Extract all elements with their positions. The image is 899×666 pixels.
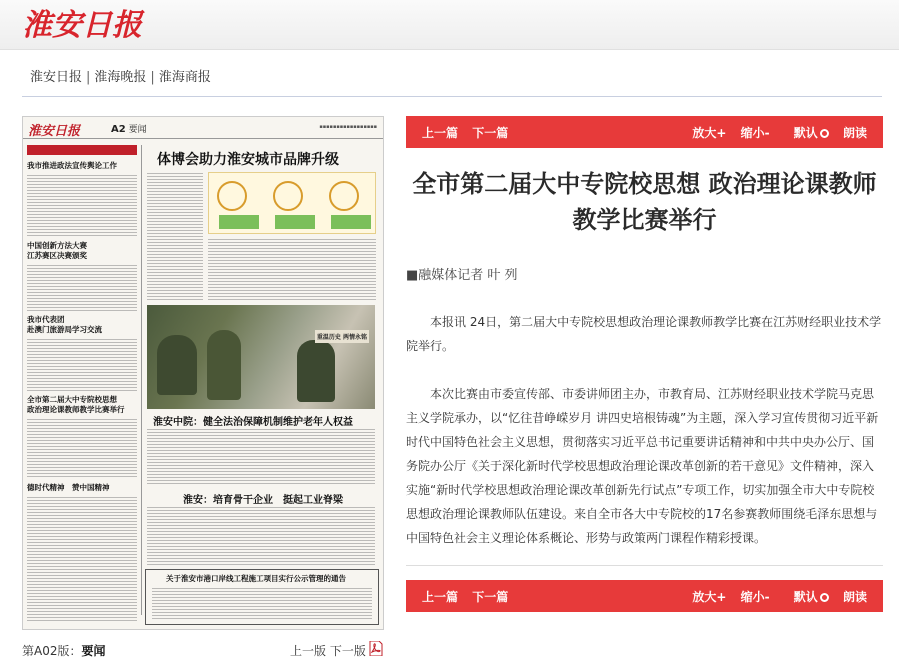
text-size-controls <box>682 588 867 605</box>
header-divider <box>22 96 882 97</box>
newspaper-page-image[interactable] <box>22 116 384 630</box>
nav-separator: | <box>86 70 91 85</box>
reset-circle-icon <box>820 129 829 138</box>
article-title: 全市第二届大中专院校思想 政治理论课教师教学比赛举行 <box>412 170 877 234</box>
paper-section-name: 要闻 <box>128 125 147 135</box>
paper-left-headline[interactable]: 我市推进政法宣传舆论工作 <box>27 161 117 170</box>
column-rule <box>141 145 142 615</box>
paper-left-headline[interactable]: 德时代精神 赞中国精神 <box>27 483 110 492</box>
paper-text-block <box>27 265 137 311</box>
paper-photo <box>147 305 375 409</box>
read-aloud-button[interactable]: 朗读 <box>842 590 867 604</box>
zoom-in-button[interactable]: 放大+ <box>692 126 727 140</box>
paper-text-block <box>147 173 203 301</box>
article-nav <box>422 588 518 605</box>
paper-left-headline[interactable]: 政治理论课教师教学比赛举行 <box>27 405 125 414</box>
infographic-bar <box>219 215 259 229</box>
article-paragraph: 本次比赛由市委宣传部、市委讲师团主办，市教育局、江苏财经职业技术学院马克思主义学院承办，以“忆往昔峥嵘岁月 讲四史培根铸魂”为主题，深入学习宣传贯彻习近平新时代中国特色社会主义思想，贯彻落实习近平总书记重要讲话精神和中共中央办公厅、国务院办公厅《关于深化新时代学校思想政治理论课改革创新的若干意见》文件精神，深入实施“新时代学校思想政治理论课改革创新先行试点”专项工作，切实加强全市大中专院校思想政治理论课教师队伍建设。来自全市各大中专院校的17名参赛教师围绕毛泽东思想与中国特色社会主义理论体系概论、形势与政策两门课程作精彩授课。 <box>406 387 879 545</box>
paper-text-block <box>27 497 137 621</box>
prev-article-button[interactable]: 上一篇 <box>422 126 459 140</box>
zoom-out-button[interactable]: 缩小- <box>740 590 770 604</box>
sister-papers-nav <box>30 66 211 85</box>
paper-text-block <box>208 239 376 301</box>
infographic-circle <box>273 181 303 211</box>
infographic-circle <box>217 181 247 211</box>
masthead-bar <box>0 0 899 50</box>
default-size-button[interactable] <box>784 590 829 604</box>
photo-figure <box>297 340 335 402</box>
pdf-icon[interactable] <box>369 641 383 656</box>
page-caption <box>22 642 106 659</box>
svg-text:淮安日报: 淮安日报 <box>22 8 142 43</box>
default-size-label: 默认 <box>793 126 818 140</box>
next-article-button[interactable]: 下一篇 <box>472 590 509 604</box>
paper-left-headline[interactable]: 江苏赛区决赛颁奖 <box>27 251 87 260</box>
read-aloud-button[interactable]: 朗读 <box>842 126 867 140</box>
paper-left-headline[interactable]: 中国创新方法大赛 <box>27 241 87 250</box>
prev-article-button[interactable]: 上一篇 <box>422 590 459 604</box>
paper-text-block <box>147 429 375 485</box>
next-article-button[interactable]: 下一篇 <box>472 126 509 140</box>
article-divider <box>406 565 883 566</box>
article-paragraph: 本报讯 24日，第二届大中专院校思想政治理论课教师教学比赛在江苏财经职业技术学院举行。 <box>406 315 882 353</box>
article-nav <box>422 124 518 141</box>
reset-circle-icon <box>820 593 829 602</box>
zoom-in-button[interactable]: 放大+ <box>692 590 727 604</box>
paper-date-line: ▪▪▪▪▪▪▪▪▪▪▪▪▪▪▪▪▪ <box>319 124 377 130</box>
default-size-button[interactable] <box>784 126 829 140</box>
paper-sub-headline[interactable]: 淮安：培育骨干企业 挺起工业脊梁 <box>183 495 343 506</box>
paper-text-block <box>147 507 375 565</box>
nav-link-huaian-daily[interactable]: 淮安日报 <box>30 70 83 85</box>
article-toolbar-bottom <box>406 580 883 612</box>
paper-header <box>23 117 383 139</box>
nav-link-huaihai-evening[interactable]: 淮海晚报 <box>94 70 147 85</box>
paper-page-no: A2 <box>111 124 126 135</box>
nav-separator: | <box>150 70 155 85</box>
paper-notice-box <box>145 569 379 625</box>
paper-left-headline[interactable]: 赴澳门旅游局学习交流 <box>27 325 102 334</box>
nav-link-huaihai-commerce[interactable]: 淮海商报 <box>158 70 211 85</box>
photo-figure <box>207 330 241 400</box>
paper-left-headline[interactable]: 全市第二届大中专院校思想 <box>27 395 117 404</box>
infographic-circle <box>329 181 359 211</box>
paper-red-banner <box>27 145 137 155</box>
article-author: ■融媒体记者 叶 列 <box>406 268 518 283</box>
page-caption-section: 要闻 <box>81 644 106 658</box>
paper-text-block <box>27 339 137 391</box>
site-logo[interactable] <box>20 4 160 44</box>
infographic-bar <box>331 215 371 229</box>
prev-page-link[interactable]: 上一版 <box>290 644 327 658</box>
paper-notice-headline[interactable]: 关于淮安市港口岸线工程施工项目实行公示管理的通告 <box>166 574 346 583</box>
infographic-bar <box>275 215 315 229</box>
default-size-label: 默认 <box>793 590 818 604</box>
zoom-out-button[interactable]: 缩小- <box>740 126 770 140</box>
paper-section <box>111 122 147 135</box>
photo-figure <box>157 335 197 395</box>
paper-infographic <box>208 172 376 234</box>
paper-text-block <box>152 588 372 620</box>
photo-caption: 重温历史 两情永铭 <box>315 330 369 343</box>
paper-text-block <box>27 175 137 237</box>
page-caption-prefix: 第A02版： <box>22 644 82 658</box>
article-toolbar-top <box>406 116 883 148</box>
paper-text-block <box>27 419 137 477</box>
next-page-link[interactable]: 下一版 <box>329 644 366 658</box>
paper-headline[interactable]: 体博会助力淮安城市品牌升级 <box>157 152 339 168</box>
paper-left-headline[interactable]: 我市代表团 <box>27 315 65 324</box>
text-size-controls <box>682 124 867 141</box>
paper-logo: 淮安日报 <box>28 124 81 139</box>
page-nav <box>290 642 366 659</box>
paper-sub-headline[interactable]: 淮安中院：健全法治保障机制维护老年人权益 <box>153 417 353 428</box>
